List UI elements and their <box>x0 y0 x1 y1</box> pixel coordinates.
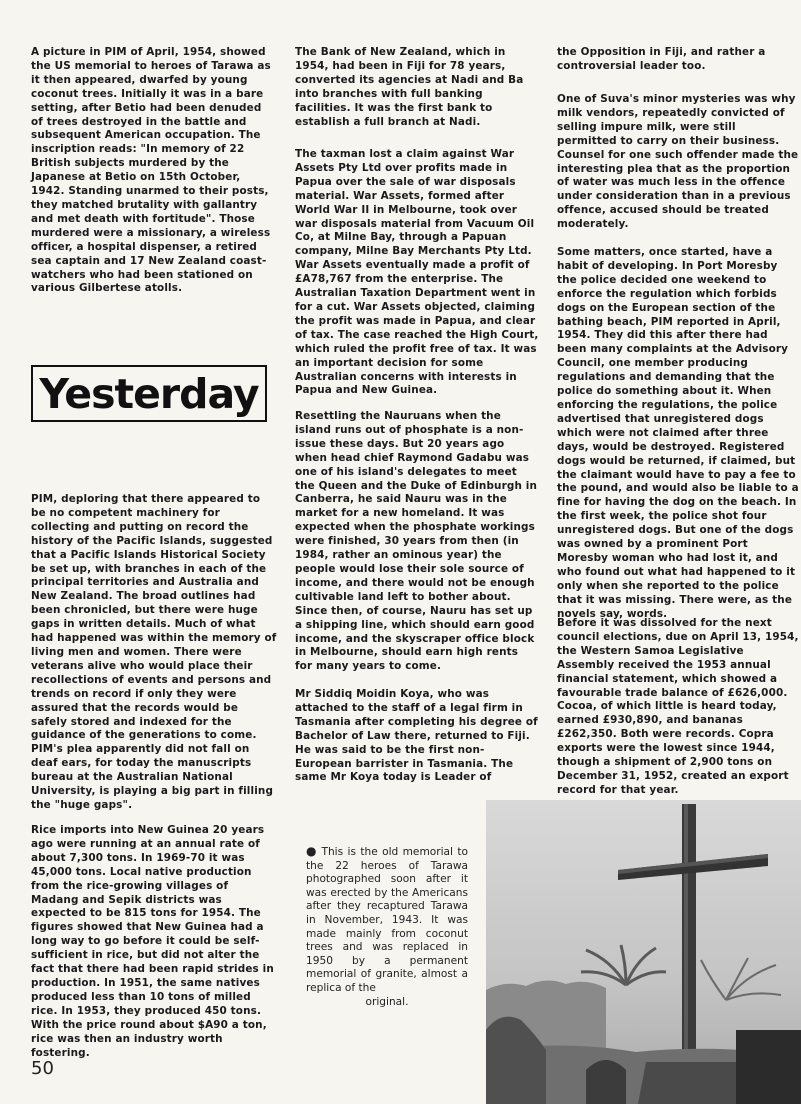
bullet-icon: ● <box>306 844 318 858</box>
article-koya-continued: the Opposition in Fiji, and rather a controversial leader too. <box>557 46 766 72</box>
page-number: 50 <box>31 1058 54 1079</box>
section-heading-box <box>31 365 267 422</box>
caption-text: This is the old memorial to the 22 heroes of Tarawa photographed soon after it was erected by the Americans after they recaptured Tarawa in November, 1943. It was made mainly from coconut trees and was replaced in 1950 by a permanent memorial of granite, almost a replica of the <box>306 846 468 994</box>
article-war-assets: The taxman lost a claim against War Assets Pty Ltd over profits made in Papua over the sale of war disposals material. War Assets, formed after World War II in Melbourne, took over war disposals material from Vacuum Oil Co, at Milne Bay, through a Papuan company, Milne Bay Merchants Pty Ltd. War Assets eventually made a profit of £A78,767 from the enterprise. The Australian Taxation Department went in for a cut. War Assets objected, claiming the profit was made in Papua, and clear of tax. The case reached the High Court, which ruled the profit free of tax. It was an important decision for some Australian concerns with interests in Papua and New Guinea. <box>295 148 539 397</box>
article-bank-nz: The Bank of New Zealand, which in 1954, had been in Fiji for 78 years, converted its agencies at Nadi and Ba into branches with full banking facilities. It was the first bank to establish a full branch at Nadi. <box>295 46 524 128</box>
photo-caption <box>306 845 468 1009</box>
article-dogs-beach: Some matters, once started, have a habit of developing. In Port Moresby the police decided one weekend to enforce the regulation which forbids dogs on the European section of the bathing beach, PIM reported in April, 1954. They did this after there had been many complaints at the Advisory Council, one member producing regulations and demanding that the police do something about it. When enforcing the regulations, the police advertised that unregistered dogs which were not claimed after three days, would be destroyed. Registered dogs would be returned, if claimed, but the claimant would have to pay a fee to the pound, and would also be liable to a fine for having the dog on the beach. In the first week, the police shot four unregistered dogs. But one of the dogs was owned by a prominent Port Moresby woman who had lost it, and who found out what had happened to it only when she reported to the police that it was missing. There were, as the novels say, words. <box>557 246 799 620</box>
caption-last-word: original. <box>365 995 409 1008</box>
article-nauru: Resettling the Nauruans when the island runs out of phosphate is a non-issue these days. But 20 years ago when head chief Raymond Gadabu was one of his island's delegates to meet the Queen and the Duke of Edinburgh in Canberra, he said Nauru was in the market for a new homeland. It was expected when the phosphate workings were finished, 30 years from then (in 1984, rather an ominous year) the people would lose their sole source of income, and there would not be enough cultivable land left to bother about. Since then, of course, Nauru has set up a shipping line, which should earn good income, and the skyscraper office block in Melbourne, should earn high rents for many years to come. <box>295 410 538 673</box>
article-tarawa-memorial: A picture in PIM of April, 1954, showed the US memorial to heroes of Tarawa as it then appeared, dwarfed by young coconut trees. Initially it was in a bare setting, after Betio had been denuded of trees destroyed in the battle and subsequent American occupation. The inscription reads: "In memory of 22 British subjects murdered by the Japanese at Betio on 15th October, 1942. Standing unarmed to their posts, they matched brutality with gallantry and met death with fortitude". Those murdered were a missionary, a wireless officer, a hospital dispenser, a retired sea captain and 17 New Zealand coast-watchers who had been stationed on various Gilbertese atolls. <box>31 46 271 295</box>
section-heading: Yesterday <box>39 369 259 418</box>
article-western-samoa: Before it was dissolved for the next council elections, due on April 13, 1954, the Western Samoa Legislative Assembly received the 1953 annual financial statement, which showed a favourable trade balance of £626,000. Cocoa, of which little is heard today, earned £930,890, and bananas £262,350. Both were records. Copra exports were the lowest since 1944, though a shipment of 2,900 tons on December 31, 1952, created an export record for that year. <box>557 617 799 796</box>
memorial-cross-photo <box>486 800 801 1104</box>
article-koya: Mr Siddiq Moidin Koya, who was attached to the staff of a legal firm in Tasmania after completing his degree of Bachelor of Law there, returned to Fiji. He was said to be the first non-European barrister in Tasmania. The same Mr Koya today is Leader of <box>295 688 538 784</box>
article-milk-vendors: One of Suva's minor mysteries was why milk vendors, repeatedly convicted of selling impure milk, were still permitted to carry on their business. Counsel for one such offender made the interesting plea that as the proportion of water was much less in the offence under consideration than in a previous offence, accused should be treated moderately. <box>557 93 799 231</box>
article-rice-imports: Rice imports into New Guinea 20 years ago were running at an annual rate of about 7,300 tons. In 1969-70 it was 45,000 tons. Local native production from the rice-growing villages of Madang and Sepik districts was expected to be 815 tons for 1954. The figures showed that New Guinea had a long way to go before it could be self-sufficient in rice, but did not alter the fact that there had been rapid strides in production. In 1951, the same natives produced less than 10 tons of milled rice. In 1953, they produced 450 tons. With the price round about $A90 a ton, rice was then an industry worth fostering. <box>31 824 274 1059</box>
article-historical-society: PIM, deploring that there appeared to be no competent machinery for collecting and putting on record the history of the Pacific Islands, suggested that a Pacific Islands Historical Society be set up, with branches in each of the principal territories and Australia and New Zealand. The broad outlines had been chronicled, but there were huge gaps in written details. Much of what had happened was within the memory of living men and women. There were veterans alive who would place their recollections of events and persons and trends on record if only they were assured that the records would be safely stored and indexed for the guidance of the generations to come. PIM's plea apparently did not fall on deaf ears, for today the manuscripts bureau at the Australian National University, is playing a big part in filling the "huge gaps". <box>31 493 277 811</box>
